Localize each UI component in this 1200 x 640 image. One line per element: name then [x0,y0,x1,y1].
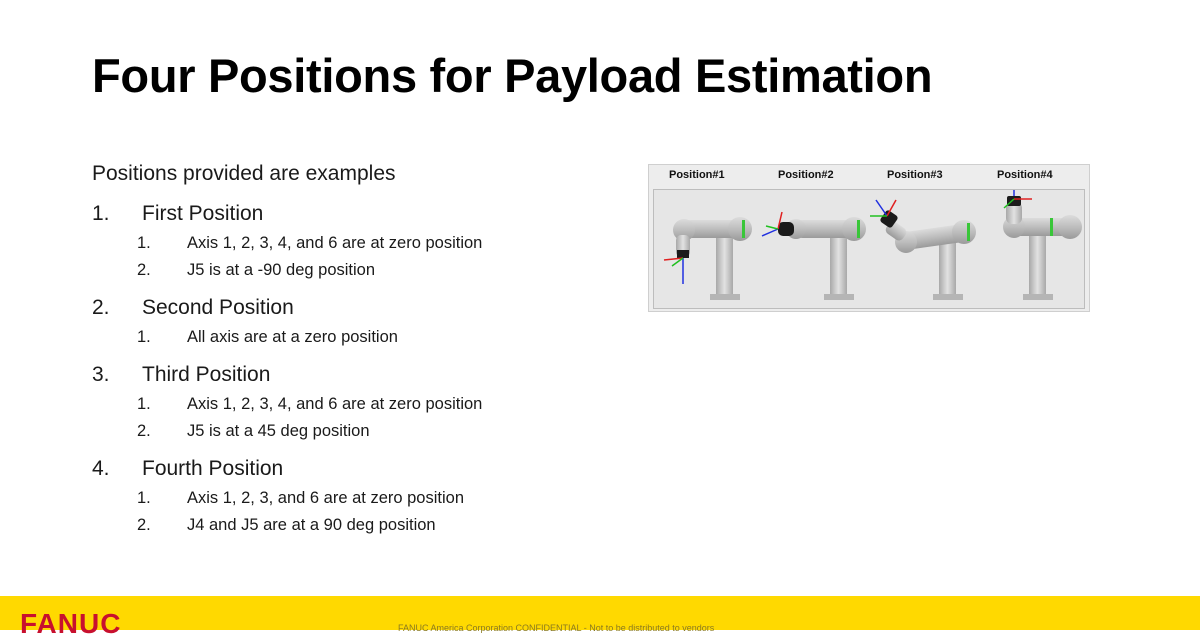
position-1-label: Position#1 [669,169,725,181]
sub-item-text: J4 and J5 are at a 90 deg position [187,516,436,534]
list-item [92,455,612,539]
sub-item-number: 2. [137,516,151,534]
sub-item-number: 1. [137,489,151,507]
robot-position-1 [664,217,752,300]
cobot-arm-icon [654,190,1084,308]
sub-item-text: J5 is at a -90 deg position [187,261,376,279]
sub-item [92,512,612,539]
robot-position-2 [762,212,866,300]
sub-item [92,485,612,512]
sub-item [92,391,612,418]
intro-text: Positions provided are examples [92,162,396,185]
robot-position-3 [870,200,976,300]
sub-item-text: Axis 1, 2, 3, 4, and 6 are at zero position [187,395,483,413]
fanuc-logo: FANUC [20,608,122,639]
figure-header [649,165,1089,187]
sub-item-number: 1. [137,395,151,413]
robot-position-4 [1003,190,1082,300]
robot-positions-figure [648,164,1090,312]
sub-item [92,418,612,445]
sub-item-number: 1. [137,328,151,346]
list-item [92,361,612,445]
sub-item-number: 2. [137,422,151,440]
item-label: Second Position [142,296,294,319]
item-label: Third Position [142,363,271,386]
sub-item [92,257,612,284]
position-2-label: Position#2 [778,169,834,181]
sub-item-text: All axis are at a zero position [187,328,398,346]
position-list [92,200,612,539]
sub-item-text: Axis 1, 2, 3, and 6 are at zero position [187,489,464,507]
position-4-label: Position#4 [997,169,1053,181]
position-3-label: Position#3 [887,169,943,181]
item-number: 3. [92,363,110,386]
item-number: 1. [92,202,110,225]
slide-title: Four Positions for Payload Estimation [92,49,933,102]
sub-item-number: 1. [137,234,151,252]
sub-item-text: Axis 1, 2, 3, 4, and 6 are at zero position [187,234,483,252]
footer-band [0,596,1200,639]
robot-render-panel [653,189,1085,309]
item-label: Fourth Position [142,457,284,480]
confidential-notice: FANUC America Corporation CONFIDENTIAL - Not to be distributed to vendors [398,623,715,633]
sub-item [92,230,612,257]
list-item [92,200,612,284]
item-number: 2. [92,296,110,319]
list-item [92,294,612,351]
item-label: First Position [142,202,264,225]
sub-item [92,324,612,351]
sub-item-number: 2. [137,261,151,279]
item-number: 4. [92,457,110,480]
sub-item-text: J5 is at a 45 deg position [187,422,370,440]
